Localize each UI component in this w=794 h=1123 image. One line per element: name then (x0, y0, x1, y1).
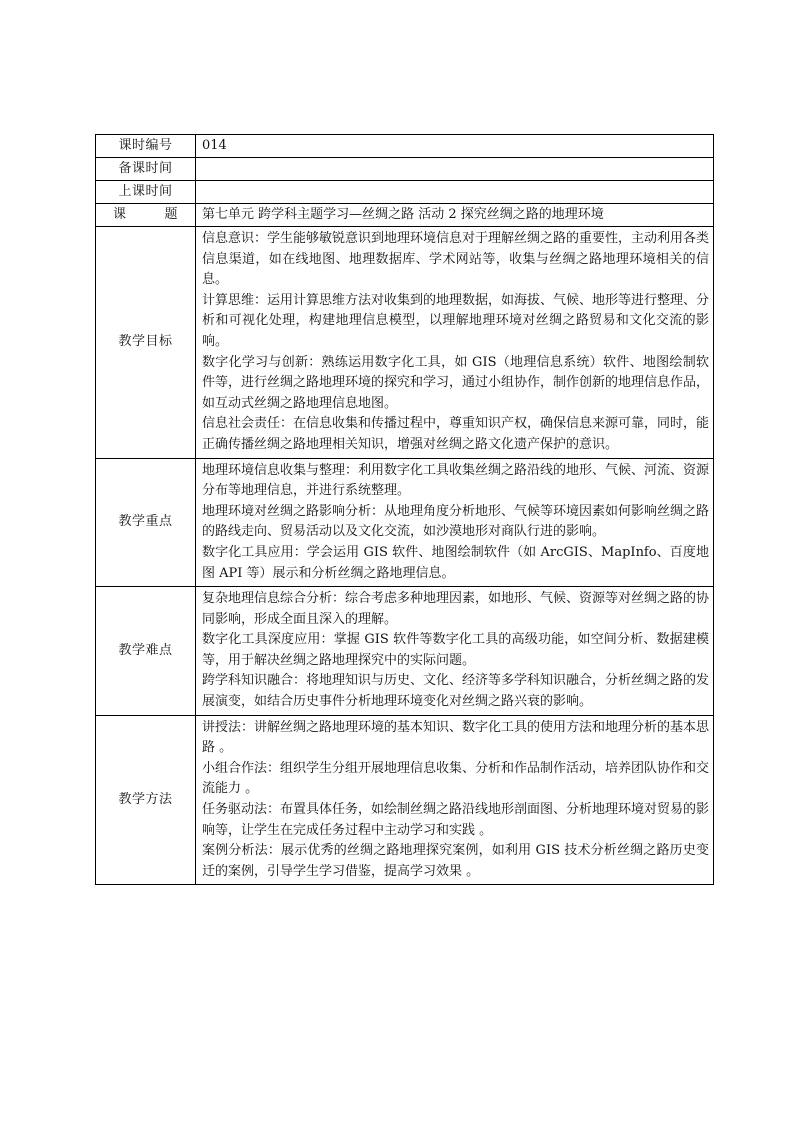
method-task-driven: 任务驱动法：布置具体任务，如绘制丝绸之路沿线地形剖面图、分析地理环境对贸易的影响等，让学生在完成任务过程中主动学习和实践 。 (202, 802, 710, 838)
table-row (96, 204, 714, 227)
key-point-1: 地理环境信息收集与整理：利用数字化工具收集丝绸之路沿线的地形、气候、河流、资源分布等地理信息，并进行系统整理。 (202, 462, 710, 499)
prep-time-label: 备课时间 (96, 158, 196, 181)
table-row (96, 715, 714, 885)
difficulty-2: 数字化工具深度应用：掌握 GIS 软件等数字化工具的高级功能，如空间分析、数据建模等，用于解决丝绸之路地理探究中的实际问题。 (202, 632, 709, 668)
table-row (96, 158, 714, 181)
objective-info-awareness: 信息意识：学生能够敏锐意识到地理环境信息对于理解丝绸之路的重要性，主动利用各类信息渠道，如在线地图、地理数据库、学术网站等，收集与丝绸之路地理环境相关的信息。 (202, 231, 710, 288)
table-row (96, 587, 714, 716)
topic-label-char-1: 课 (112, 207, 127, 222)
table-row (96, 135, 714, 158)
key-point-2: 地理环境对丝绸之路影响分析：从地理角度分析地形、气候等环境因素如何影响丝绸之路的路线走向、贸易活动以及文化交流，如沙漠地形对商队行进的影响。 (202, 503, 710, 540)
objective-computational-thinking: 计算思维：运用计算思维方法对收集到的地理数据，如海拔、气候、地形等进行整理、分析和可视化处理，构建地理信息模型，以理解地理环境对丝绸之路贸易和文化交流的影响。 (202, 292, 710, 349)
class-time-value (196, 181, 714, 204)
method-lecture: 讲授法：讲解丝绸之路地理环境的基本知识、数字化工具的使用方法和地理分析的基本思路 。 (202, 719, 710, 756)
key-point-3: 数字化工具应用：学会运用 GIS 软件、地图绘制软件（如 ArcGIS、MapInfo、百度地图 API 等）展示和分析丝绸之路地理信息。 (202, 544, 709, 581)
method-group-work: 小组合作法：组织学生分组开展地理信息收集、分析和作品制作活动，培养团队协作和交流能力 。 (202, 760, 710, 797)
table-row (96, 181, 714, 204)
difficulty-3: 跨学科知识融合：将地理知识与历史、文化、经济等多学科知识融合，分析丝绸之路的发展演变，如结合历史事件分析地理环境变化对丝绸之路兴衰的影响。 (202, 673, 710, 710)
methods-label: 教学方法 (96, 715, 196, 885)
objectives-content (196, 227, 714, 459)
objectives-label: 教学目标 (96, 227, 196, 459)
table-row (96, 227, 714, 459)
objective-social-responsibility: 信息社会责任：在信息收集和传播过程中，尊重知识产权，确保信息来源可靠，同时，能正确传播丝绸之路地理相关知识，增强对丝绸之路文化遗产保护的意识。 (202, 416, 710, 452)
difficulties-label: 教学难点 (96, 587, 196, 716)
topic-label-char-2: 题 (164, 207, 179, 222)
method-case-study: 案例分析法：展示优秀的丝绸之路地理探究案例，如利用 GIS 技术分析丝绸之路历史变迁的案例，引导学生学习借鉴，提高学习效果 。 (202, 843, 709, 879)
prep-time-value (196, 158, 714, 181)
lesson-number-label: 课时编号 (96, 135, 196, 158)
difficulty-1: 复杂地理信息综合分析：综合考虑多种地理因素，如地形、气候、资源等对丝绸之路的协同影响，形成全面且深入的理解。 (202, 591, 710, 627)
class-time-label: 上课时间 (96, 181, 196, 204)
methods-content (196, 715, 714, 885)
key-points-label: 教学重点 (96, 458, 196, 587)
difficulties-content (196, 587, 714, 716)
lesson-plan-table (95, 134, 714, 885)
objective-digital-learning: 数字化学习与创新：熟练运用数字化工具，如 GIS（地理信息系统）软件、地图绘制软件等，进行丝绸之路地理环境的探究和学习，通过小组协作，制作创新的地理信息作品，如互动式丝绸之路地理信息地图。 (202, 354, 710, 411)
table-row (96, 458, 714, 587)
key-points-content (196, 458, 714, 587)
lesson-number-value: 014 (196, 135, 714, 158)
topic-value: 第七单元 跨学科主题学习—丝绸之路 活动 2 探究丝绸之路的地理环境 (196, 204, 714, 227)
topic-label (96, 204, 196, 227)
